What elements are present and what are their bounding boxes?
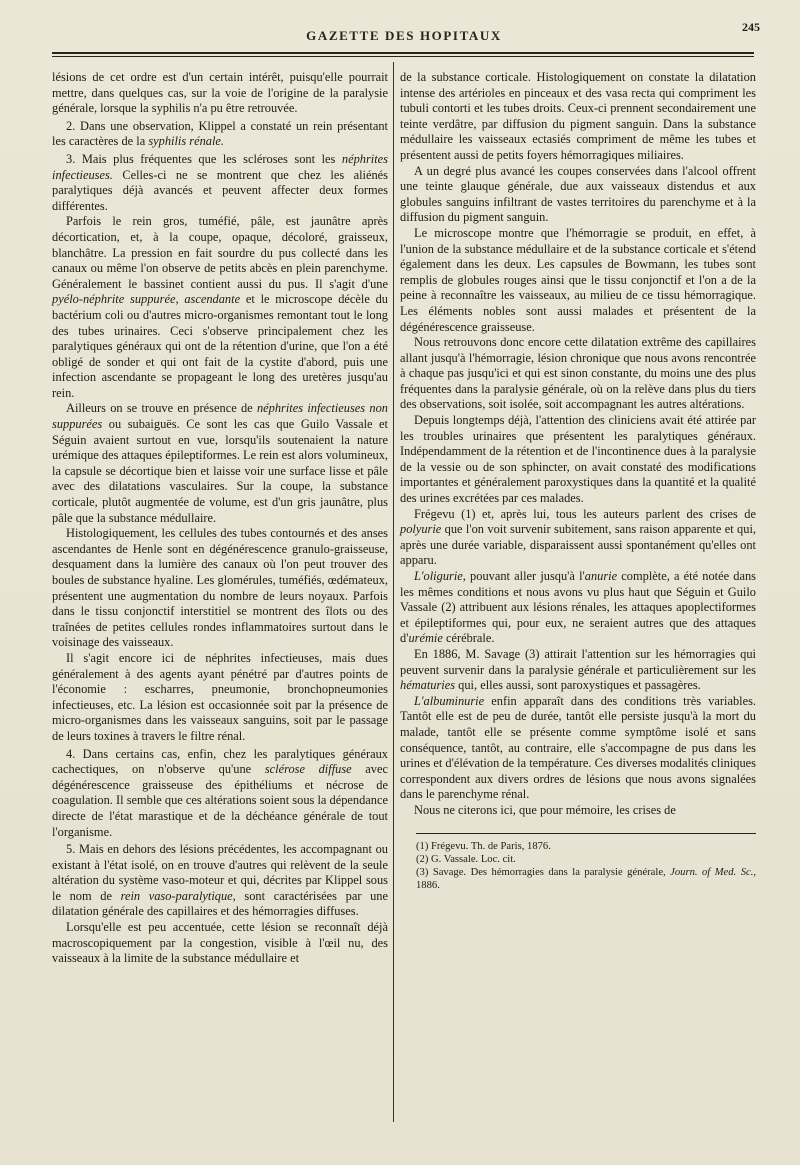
column-divider: [393, 62, 394, 1122]
paragraph: 5. Mais en dehors des lésions précédentes, les accompagnant ou existant à l'état isolé, on en trouve d'autres qui relèvent de la seule altération du système vaso-moteur et qui, décrites par Klippel sous le nom de rein vaso-paralytique, sont caractérisées par une dilatation générale des capillaires et des hémorragies diffuses.: [52, 842, 388, 919]
paragraph: 4. Dans certains cas, enfin, chez les paralytiques généraux cachectiques, on n'observe qu'une sclérose diffuse avec dégénérescence graisseuse des épithéliums et nécrose de coagulation. Il semble que ces altérations soient sous la dépendance directe de l'état marastique et de la déchéance générale de tout l'organisme.: [52, 746, 388, 839]
paragraph: de la substance corticale. Histologiquement on constate la dilatation intense des artérioles en pinceaux et des vasa recta qui compriment les tubuli contorti et les tubes droits. Ceux-ci prennent secondairement une teinte verdâtre, par diffusion du pigment sanguin. Dans la substance médullaire les vaisseaux ectasiés compriment de même les tubes et présentent aussi de petits foyers hémorragiques miliaires.: [400, 70, 756, 162]
paragraph: Il s'agit encore ici de néphrites infectieuses, mais dues généralement à des agents ayant pénétré par d'autres points de l'économie : escharres, pneumonie, bronchopneumonies infectieuses, etc. La lésion est occasionnée soit par la présence de micro-organismes dans les vaisseaux sanguins, soit par le passage de leurs toxines à travers le filtre rénal.: [52, 650, 388, 743]
paragraph: L'oligurie, pouvant aller jusqu'à l'anurie complète, a été notée dans les mêmes conditions et nous avons vu plus haut que Séguin et Guilo Vassale (2) attribuent aux lésions rénales, les attaques apoplectiformes et épileptiformes qui, pour eux, ne seraient autres que des attaques d'urémie cérébrale.: [400, 569, 756, 646]
paragraph: Nous ne citerons ici, que pour mémoire, les crises de: [414, 802, 676, 817]
footnote: (1) Frégevu. Th. de Paris, 1876.: [416, 840, 551, 852]
paragraph: Frégevu (1) et, après lui, tous les auteurs parlent des crises de polyurie que l'on voit survenir subitement, sans raison apparente et qui, après une durée variable, disparaissent aussi spontanément qu'elles ont apparu.: [400, 506, 756, 568]
page-number: 245: [742, 20, 760, 34]
paragraph: 2. Dans une observation, Klippel a constaté un rein présentant les caractères de la syphilis rénale.: [52, 118, 388, 149]
paragraph: Le microscope montre que l'hémorragie se produit, en effet, à l'union de la substance médullaire et de la substance corticale et s'étend également dans les deux. Les capsules de Bowmann, les tubes sont remplis de globules rouges ainsi que le tissu conjonctif et l'on a de la peine à reconnaître les vaisseaux, au milieu de ce tissu hémorragique. Les éléments nobles sont aussi malades et présentent de la dégénérescence graisseuse.: [400, 225, 756, 334]
left-column: [52, 70, 388, 1145]
header-rule: [52, 52, 754, 54]
footnote: (3) Savage. Des hémorragies dans la paralysie générale, Journ. of Med. Sc., 1886.: [416, 866, 756, 891]
paragraph: A un degré plus avancé les coupes conservées dans l'alcool offrent une teinte glauque générale, due aux vaisseaux distendus et aux globules sanguins infiltrant de vastes territoires du parenchyme et à la diffusion du pigment sanguin.: [400, 163, 756, 225]
paragraph: Lorsqu'elle est peu accentuée, cette lésion se reconnaît déjà macroscopiquement par la congestion, visible à l'œil nu, des vaisseaux à la limite de la substance médullaire et: [52, 920, 388, 966]
paragraph: lésions de cet ordre est d'un certain intérêt, puisqu'elle pourrait mettre, dans quelques cas, sur la voie de l'origine de la paralysie générale, lorsque la syphilis n'a pu être retrouvée.: [52, 70, 388, 116]
page-header: [48, 20, 760, 50]
paragraph: L'albuminurie enfin apparaît dans des conditions très variables. Tantôt elle est de peu de durée, tantôt elle persiste jusqu'à la mort du malade, tantôt elle se présente comme symptôme isolé et sans conséquence, tantôt, au contraire, elle s'accompagne de pus dans les urines et d'élévation de la température. Ces diverses modalités cliniques correspondent aux divers ordres de lésions que nous avons signalées dans le parenchyme rénal.: [400, 693, 756, 802]
paragraph: 3. Mais plus fréquentes que les scléroses sont les néphrites infectieuses. Celles-ci ne se montrent que chez les aliénés paralytiques déjà avancés et peuvent affecter deux formes différentes.: [52, 151, 388, 213]
paragraph: Ailleurs on se trouve en présence de néphrites infectieuses non suppurées ou subaiguës. Ce sont les cas que Guilo Vassale et Séguin avaient surtout en vue, lorsqu'ils soutenaient la nature urémique des attaques épileptiformes. Le rein est alors volumineux, la capsule se décortique bien et laisse voir une surface lisse et pâle avec des dilatations vasculaires. Sur la coupe, la substance corticale, plutôt augmentée de volume, est d'un gris jaunâtre, plus pâle que la substance médullaire.: [52, 401, 388, 525]
paragraph: Depuis longtemps déjà, l'attention des cliniciens avait été attirée par les troubles urinaires que présentent les paralytiques généraux. Indépendamment de la rétention et de l'incontinence dues à la paralysie de la vessie ou de son sphincter, on avait constaté des modifications importantes et généralement paroxystiques dans la quantité et la qualité des urines excrétées par ces malades.: [400, 413, 756, 506]
running-title: GAZETTE DES HOPITAUX: [306, 28, 502, 43]
paragraph: Parfois le rein gros, tuméfié, pâle, est jaunâtre après décortication, et, à la coupe, opaque, décoloré, graisseux, blanchâtre. La pression en fait sourdre du pus collecté dans les canaux ou même l'on observe de petits abcès en plein parenchyme. Généralement le bassinet contient aussi du pus. Il s'agit d'une pyélo-néphrite suppurée, ascendante et le microscope décèle du bactérium coli ou d'autres micro-organismes remontant tout le long des tubes urinaires. Ceci s'observe principalement chez les paralytiques généraux qui ont de la rétention d'urine, que l'on a été obligé de sonder et qui ont fait de la cystite d'abord, puis une infection ascendante se propageant le long des uretères jusqu'au rein.: [52, 214, 388, 400]
header-rule-thin: [52, 56, 754, 57]
right-column: [400, 70, 756, 1145]
footnotes: [416, 833, 756, 892]
paragraph: En 1886, M. Savage (3) attirait l'attention sur les hémorragies qui peuvent survenir dans la paralysie générale et particulièrement sur les hématuries qui, elles aussi, sont paroxystiques et passagères.: [400, 646, 756, 693]
paragraph: Nous retrouvons donc encore cette dilatation extrême des capillaires allant jusqu'à l'hémorragie, lésion chronique que nous avons rencontrée à chaque pas jusqu'ici et qui est sinon constante, du moins une des plus fréquentes dans la paralysie générale, où on la relève dans plus du tiers des observations, soit isolée, soit accompagnant les autres altérations.: [400, 335, 756, 412]
paragraph: Histologiquement, les cellules des tubes contournés et des anses ascendantes de Henle sont en dégénérescence granulo-graisseuse, desquament dans la lumière des canaux où l'on peut trouver des boules de substance hyaline. Les glomérules, tuméfiés, œdémateux, présentent une augmentation du nombre de leurs noyaux. Parfois dans le tissu conjonctif interstitiel se montrent des îlots ou des traînées de petites cellules rondes inflammatoires surtout dans le voisinage des vaisseaux.: [52, 526, 388, 650]
footnote: (2) G. Vassale. Loc. cit.: [416, 853, 516, 865]
